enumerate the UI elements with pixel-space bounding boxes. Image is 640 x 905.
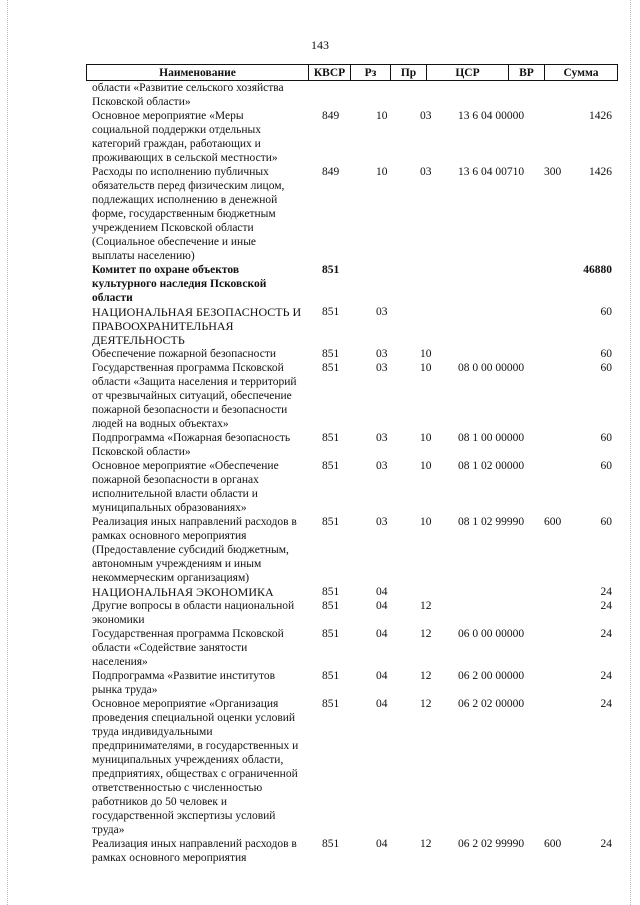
table-body [92,81,622,865]
sum-cell: 24 [600,698,612,710]
name-line: пожарной безопасности и безопасности [92,404,288,416]
name-line: культурного наследия Псковской [92,278,267,290]
vr-cell: 600 [544,838,562,850]
name-cell [92,515,314,585]
pr-cell: 12 [420,838,432,850]
csr-cell: 08 1 02 99990 [458,516,525,528]
table-row [92,305,622,347]
name-cell [92,347,314,361]
kvsr-cell: 851 [322,628,340,640]
rz-cell: 04 [376,628,388,640]
name-cell [92,81,314,109]
pr-cell: 10 [420,348,432,360]
name-line: людей на водных объектах» [92,418,229,430]
name-line: выплаты населению) [92,250,195,262]
name-line: Реализация иных направлений расходов в [92,516,297,528]
name-cell [92,165,314,263]
table-row [92,585,622,599]
rz-cell: 10 [376,110,388,122]
csr-cell: 06 2 02 99990 [458,838,525,850]
csr-cell: 06 2 02 00000 [458,698,525,710]
page-number: 143 [311,38,329,52]
name-cell [92,305,314,347]
rz-cell: 03 [376,516,388,528]
name-line: предприятиях, обществах с ограниченной [92,768,298,780]
vr-cell: 600 [544,516,562,528]
name-cell [92,697,314,837]
name-line: Основное мероприятие «Меры [92,110,244,122]
pr-cell: 12 [420,600,432,612]
sum-cell: 24 [600,670,612,682]
rz-cell: 03 [376,362,388,374]
kvsr-cell: 851 [322,264,340,276]
name-line: проведения специальной оценки условий [92,712,296,724]
csr-cell: 08 0 00 00000 [458,362,525,374]
rz-cell: 04 [376,698,388,710]
pr-cell: 10 [420,460,432,472]
name-line: Другие вопросы в области национальной [92,600,295,612]
sum-cell: 1426 [589,110,612,122]
name-line: Подпрограмма «Развитие институтов [92,670,276,682]
column-header-pr: Пр [391,65,427,81]
table-row [92,109,622,165]
column-header-rz: Рз [351,65,391,81]
kvsr-cell: 851 [322,460,340,472]
column-header-vr: ВР [509,65,545,81]
rz-cell: 03 [376,460,388,472]
name-line: Обеспечение пожарной безопасности [92,348,277,360]
name-line: населения» [92,656,148,668]
kvsr-cell: 851 [322,670,340,682]
pr-cell: 03 [420,110,432,122]
name-cell [92,109,314,165]
name-line: Подпрограмма «Пожарная безопасность [92,432,291,444]
name-line: рынка труда» [92,684,158,696]
name-line: ДЕЯТЕЛЬНОСТЬ [92,333,185,347]
csr-cell: 08 1 00 00000 [458,432,525,444]
csr-cell: 13 6 04 00710 [458,166,525,178]
sum-cell: 60 [600,516,612,528]
name-line: обязательств перед физическим лицом, [92,180,285,192]
name-line: подлежащих исполнению в денежной [92,194,278,206]
kvsr-cell: 851 [322,698,340,710]
name-line: исполнительной власти области и [92,488,258,500]
name-line: проживающих в сельской местности» [92,152,278,164]
sum-cell: 60 [600,306,612,318]
name-line: области «Содействие занятости [92,642,248,654]
name-line: предпринимателями, в государственных и [92,740,299,752]
name-line: (Социальное обеспечение и иные [92,236,257,248]
column-header-sum: Сумма [545,65,618,81]
sum-cell: 60 [600,432,612,444]
name-line: пожарной безопасности в органах [92,474,259,486]
scan-edge-line-left [7,0,8,905]
kvsr-cell: 849 [322,166,340,178]
name-line: Псковской области» [92,96,191,108]
kvsr-cell: 851 [322,586,340,598]
name-cell [92,837,314,865]
rz-cell: 04 [376,600,388,612]
rz-cell: 04 [376,670,388,682]
sum-cell: 60 [600,348,612,360]
rz-cell: 03 [376,348,388,360]
rz-cell: 04 [376,838,388,850]
sum-cell: 60 [600,362,612,374]
sum-cell: 24 [600,628,612,640]
sum-cell: 24 [600,838,612,850]
kvsr-cell: 851 [322,348,340,360]
name-line: Псковской области» [92,446,191,458]
csr-cell: 08 1 02 00000 [458,460,525,472]
csr-cell: 13 6 04 00000 [458,110,525,122]
sum-cell: 24 [600,600,612,612]
pr-cell: 10 [420,362,432,374]
name-line: ПРАВООХРАНИТЕЛЬНАЯ [92,319,234,333]
table-row [92,515,622,585]
name-line: Государственная программа Псковской [92,362,284,374]
table-row [92,431,622,459]
kvsr-cell: 851 [322,838,340,850]
rz-cell: 04 [376,586,388,598]
table-row [92,697,622,837]
pr-cell: 12 [420,628,432,640]
table-row [92,627,622,669]
table-row [92,347,622,361]
name-line: государственной экспертизы условий [92,810,276,822]
name-line: рамках основного мероприятия [92,852,247,864]
sum-cell: 24 [600,586,612,598]
sum-cell: 60 [600,460,612,472]
name-line: Реализация иных направлений расходов в [92,838,297,850]
name-line: труда» [92,824,125,836]
pr-cell: 03 [420,166,432,178]
rz-cell: 03 [376,306,388,318]
pr-cell: 10 [420,516,432,528]
column-header-name: Наименование [87,65,309,81]
kvsr-cell: 851 [322,306,340,318]
pr-cell: 12 [420,698,432,710]
table-row [92,361,622,431]
name-line: Основное мероприятие «Организация [92,698,279,710]
name-line: области «Развитие сельского хозяйства [92,82,284,94]
sum-cell: 1426 [589,166,612,178]
name-line: от чрезвычайных ситуаций, обеспечение [92,390,292,402]
name-cell [92,431,314,459]
name-line: учреждением Псковской области [92,222,254,234]
table-row [92,837,622,865]
column-header-kvsr: КВСР [309,65,351,81]
name-line: Расходы по исполнению публичных [92,166,269,178]
name-line: форме, государственным бюджетным [92,208,276,220]
table-header [86,64,618,81]
name-cell [92,361,314,431]
kvsr-cell: 851 [322,600,340,612]
sum-cell: 46880 [583,264,612,276]
csr-cell: 06 0 00 00000 [458,628,525,640]
name-line: рамках основного мероприятия [92,530,247,542]
name-line: экономики [92,614,145,626]
name-cell [92,459,314,515]
rz-cell: 03 [376,432,388,444]
name-line: социальной поддержки отдельных [92,124,262,136]
column-header-csr: ЦСР [427,65,509,81]
name-line: работников до 50 человек и [92,796,228,808]
name-line: (Предоставление субсидий бюджетным, [92,544,289,556]
name-cell [92,669,314,697]
kvsr-cell: 851 [322,516,340,528]
table-row [92,669,622,697]
name-cell [92,585,314,599]
name-cell [92,599,314,627]
kvsr-cell: 851 [322,362,340,374]
name-line: категорий граждан, работающих и [92,138,261,150]
scan-edge-line-right [630,0,631,905]
name-line: автономным учреждениям и иным [92,558,262,570]
rz-cell: 10 [376,166,388,178]
name-cell [92,627,314,669]
name-line: муниципальных образованиях» [92,502,247,514]
kvsr-cell: 849 [322,110,340,122]
name-line: муниципальных учреждениях области, [92,754,284,766]
csr-cell: 06 2 00 00000 [458,670,525,682]
name-line: некоммерческим организациям) [92,572,250,584]
kvsr-cell: 851 [322,432,340,444]
table-row [92,81,622,109]
name-line: НАЦИОНАЛЬНАЯ БЕЗОПАСНОСТЬ И [92,305,302,319]
table-row [92,459,622,515]
name-line: Комитет по охране объектов [92,264,240,276]
name-line: Государственная программа Псковской [92,628,284,640]
table-row [92,599,622,627]
table-row [92,263,622,305]
name-line: области «Защита населения и территорий [92,376,297,388]
name-line: ответственностью с численностью [92,782,263,794]
name-line: труда индивидуальными [92,726,213,738]
pr-cell: 12 [420,670,432,682]
name-line: Основное мероприятие «Обеспечение [92,460,279,472]
name-line: НАЦИОНАЛЬНАЯ ЭКОНОМИКА [92,585,274,599]
vr-cell: 300 [544,166,562,178]
table-row [92,165,622,263]
pr-cell: 10 [420,432,432,444]
name-cell [92,263,314,305]
name-line: области [92,292,133,304]
